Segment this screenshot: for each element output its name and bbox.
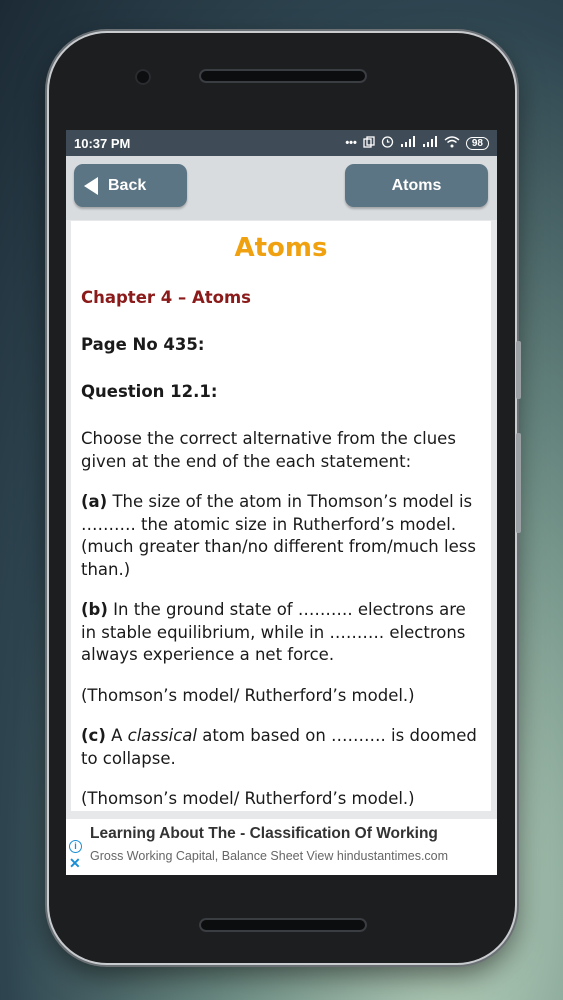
ad-title[interactable]: Learning About The - Classification Of Working	[90, 825, 438, 842]
page-title: Atoms	[234, 233, 328, 263]
part-c-post: atom based on ………. is doomed to collapse.	[81, 726, 477, 768]
bottom-speaker	[199, 918, 367, 932]
question-part-a	[81, 491, 481, 581]
back-arrow-icon	[84, 177, 98, 195]
part-c-label: (c)	[81, 726, 106, 745]
back-button[interactable]	[74, 164, 187, 207]
ad-close-icon[interactable]: ✕	[69, 855, 81, 871]
part-a-label: (a)	[81, 492, 108, 511]
front-camera	[135, 69, 151, 85]
part-b-options: (Thomson’s model/ Rutherford’s model.)	[81, 685, 415, 705]
alarm-icon	[381, 135, 394, 151]
wifi-icon	[444, 136, 460, 151]
question-intro: Choose the correct alternative from the clues given at the end of the each statement:	[81, 429, 456, 471]
more-dots-icon: •••	[345, 137, 357, 149]
back-button-label: Back	[108, 176, 147, 194]
power-button	[516, 433, 521, 533]
atoms-button[interactable]	[345, 164, 488, 207]
part-c-pre: A	[105, 726, 128, 745]
part-a-text: The size of the atom in Thomson’s model is ………. the atomic size in Rutherford’s model. (much greater than/no different from/much less than.)	[81, 492, 476, 579]
status-time: 10:37 PM	[74, 135, 131, 151]
question-part-b	[81, 599, 481, 667]
copy-icon	[363, 136, 375, 151]
question-heading: Question 12.1:	[81, 382, 218, 401]
ad-subtitle[interactable]: Gross Working Capital, Balance Sheet View hindustantimes.com	[90, 849, 449, 863]
part-b-text: In the ground state of ………. electrons are in stable equilibrium, while in ………. electrons always experience a net force.	[81, 600, 466, 664]
atoms-button-label: Atoms	[391, 176, 442, 194]
part-b-label: (b)	[81, 600, 108, 619]
screen	[66, 130, 497, 875]
signal-icon	[422, 136, 438, 150]
chapter-heading: Chapter 4 – Atoms	[81, 288, 251, 307]
toolbar	[66, 156, 497, 220]
top-speaker	[199, 69, 367, 83]
article-content[interactable]	[71, 221, 491, 811]
status-bar	[66, 130, 497, 156]
ad-banner[interactable]	[66, 819, 497, 875]
part-c-options: (Thomson’s model/ Rutherford’s model.)	[81, 789, 415, 808]
ad-info-icon[interactable]: i	[69, 840, 82, 853]
signal-icon	[400, 136, 416, 150]
question-part-c	[81, 725, 481, 770]
volume-button	[516, 341, 521, 399]
battery-icon: 98	[466, 137, 489, 150]
part-c-italic: classical	[127, 726, 197, 745]
page-number: Page No 435:	[81, 335, 205, 354]
status-icons	[345, 135, 489, 151]
